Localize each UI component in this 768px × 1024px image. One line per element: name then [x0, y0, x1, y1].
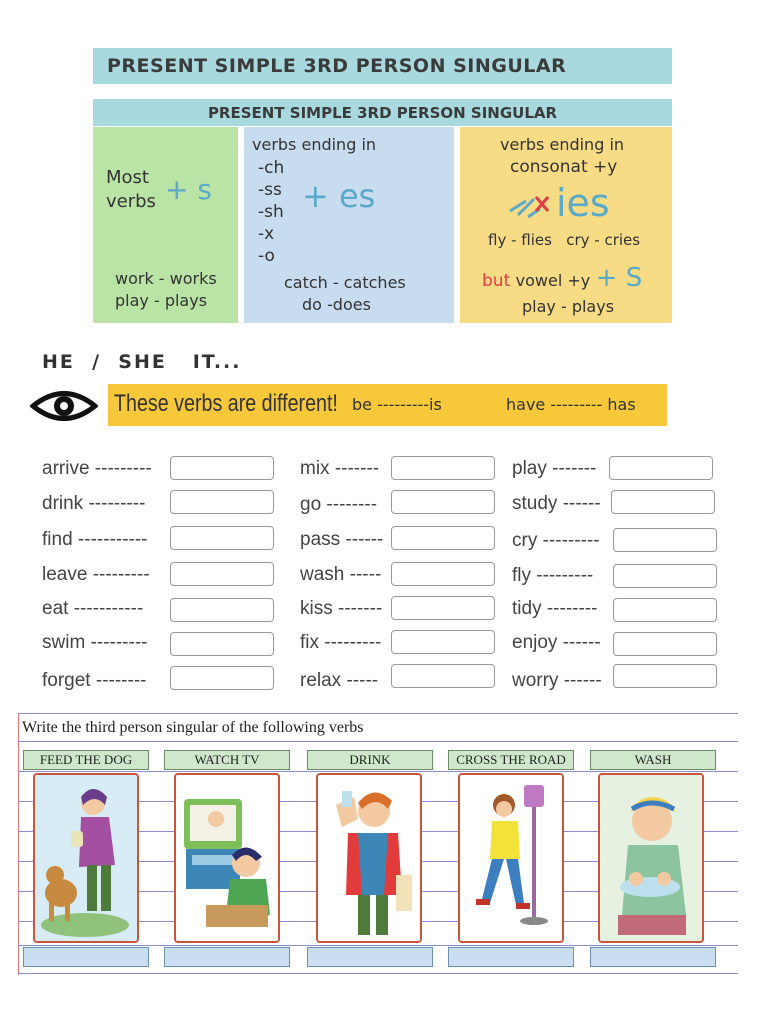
ruled-line: [18, 713, 738, 714]
exercise-label: mix -------: [300, 458, 380, 479]
picture-watch-tv: [174, 773, 280, 943]
answer-input[interactable]: [170, 666, 274, 690]
picture-drink: [316, 773, 422, 943]
exercise-label: swim ---------: [42, 632, 148, 653]
be-is-pair: be ---------is: [352, 395, 442, 414]
answer-input[interactable]: [391, 596, 495, 620]
eye-icon: [30, 385, 98, 427]
exercise-label: fly ---------: [512, 565, 594, 586]
cross-road-illustration: [460, 775, 562, 941]
answer-input[interactable]: [613, 598, 717, 622]
answer-input[interactable]: [613, 564, 717, 588]
answer-input[interactable]: [391, 630, 495, 654]
vowel-rule: [482, 263, 642, 293]
y-crossed-icon: [504, 187, 560, 223]
answer-input[interactable]: [611, 490, 715, 514]
exercise-label: go --------: [300, 494, 378, 515]
exercise-label: worry ------: [512, 670, 602, 691]
exercise-label: play -------: [512, 458, 597, 479]
exercise-label: cry ---------: [512, 530, 600, 551]
answer-input[interactable]: [170, 456, 274, 480]
exercise-label: fix ---------: [300, 632, 382, 653]
answer-input[interactable]: [391, 562, 495, 586]
answer-input[interactable]: [391, 490, 495, 514]
rule-es-verbs: [244, 127, 454, 323]
ending-sh: -sh: [258, 202, 284, 222]
example-catch: catch - catches: [284, 273, 406, 292]
but-label: but: [482, 271, 511, 291]
caption-watch-tv: WATCH TV: [164, 750, 290, 770]
exercise-label: find -----------: [42, 529, 148, 550]
answer-box-watch-tv[interactable]: [164, 947, 290, 967]
suffix-ies: ies: [556, 181, 610, 225]
answer-box-cross-the-road[interactable]: [448, 947, 574, 967]
exercise-label: arrive ---------: [42, 458, 152, 479]
most-label: Most: [106, 167, 149, 188]
endings-list: [258, 157, 284, 267]
ruled-line: [18, 771, 738, 772]
exercise-label: kiss -------: [300, 598, 383, 619]
picture-wash: [598, 773, 704, 943]
answer-input[interactable]: [613, 632, 717, 656]
consonant-y: consonat +y: [510, 157, 618, 177]
suffix-s-vowel: + S: [595, 263, 643, 293]
picture-cross-the-road: [458, 773, 564, 943]
grammar-header: PRESENT SIMPLE 3RD PERSON SINGULAR: [93, 99, 672, 126]
drink-illustration: [318, 775, 420, 941]
irregular-verbs-banner: [108, 384, 667, 426]
exercise-label: study ------: [512, 493, 601, 514]
margin-line: [18, 713, 19, 975]
answer-box-drink[interactable]: [307, 947, 433, 967]
suffix-es: + es: [302, 177, 376, 215]
answer-input[interactable]: [170, 598, 274, 622]
rule-most-verbs: [93, 127, 238, 323]
answer-input[interactable]: [391, 456, 495, 480]
answer-input[interactable]: [170, 562, 274, 586]
ending-x: -x: [258, 224, 275, 244]
watch-tv-illustration: [176, 775, 278, 941]
page-title: PRESENT SIMPLE 3RD PERSON SINGULAR: [93, 48, 672, 84]
ending-ss: -ss: [258, 180, 282, 200]
have-has-pair: have --------- has: [506, 395, 636, 414]
exercise-label: relax -----: [300, 670, 379, 691]
pronouns-heading: HE / SHE IT...: [42, 351, 242, 373]
ending-ch: -ch: [258, 158, 285, 178]
y-heading: verbs ending in: [500, 135, 625, 154]
answer-input[interactable]: [170, 632, 274, 656]
suffix-s: + s: [165, 173, 212, 206]
exercise-label: forget --------: [42, 670, 147, 691]
exercise-label: eat -----------: [42, 598, 144, 619]
exercise-label: wash -----: [300, 564, 382, 585]
example-play: play - plays: [115, 291, 208, 310]
caption-feed-the-dog: FEED THE DOG: [23, 750, 149, 770]
feed-dog-illustration: [35, 775, 137, 941]
exercise-label: pass ------: [300, 529, 384, 550]
answer-input[interactable]: [170, 490, 274, 514]
answer-box-feed-the-dog[interactable]: [23, 947, 149, 967]
picture-activity: [18, 713, 738, 983]
answer-box-wash[interactable]: [590, 947, 716, 967]
wash-illustration: [600, 775, 702, 941]
example-fly-cry: fly - flies cry - cries: [488, 231, 641, 249]
answer-input[interactable]: [391, 526, 495, 550]
answer-input[interactable]: [391, 664, 495, 688]
example-play-vowel: play - plays: [522, 297, 615, 316]
exercise-label: drink ---------: [42, 493, 146, 514]
grammar-table: [93, 99, 672, 323]
endings-heading: verbs ending in: [252, 135, 377, 154]
answer-input[interactable]: [170, 526, 274, 550]
answer-input[interactable]: [609, 456, 713, 480]
exercise-label: leave ---------: [42, 564, 150, 585]
banner-text: These verbs are different!: [114, 390, 338, 417]
ruled-line: [18, 945, 738, 946]
ending-o: -o: [258, 246, 275, 266]
verbs-label: verbs: [106, 191, 156, 212]
caption-cross-the-road: CROSS THE ROAD: [448, 750, 574, 770]
picture-feed-the-dog: [33, 773, 139, 943]
example-do: do -does: [302, 295, 371, 314]
ruled-line: [18, 741, 738, 742]
answer-input[interactable]: [613, 664, 717, 688]
answer-input[interactable]: [613, 528, 717, 552]
caption-drink: DRINK: [307, 750, 433, 770]
caption-wash: WASH: [590, 750, 716, 770]
exercise-label: enjoy ------: [512, 632, 601, 653]
rule-ies-verbs: [460, 127, 672, 323]
activity-instruction: Write the third person singular of the following verbs: [22, 719, 364, 736]
example-work: work - works: [115, 269, 217, 288]
exercise-label: tidy --------: [512, 598, 598, 619]
vowel-label: vowel +y: [515, 271, 591, 290]
ruled-line: [18, 973, 738, 974]
